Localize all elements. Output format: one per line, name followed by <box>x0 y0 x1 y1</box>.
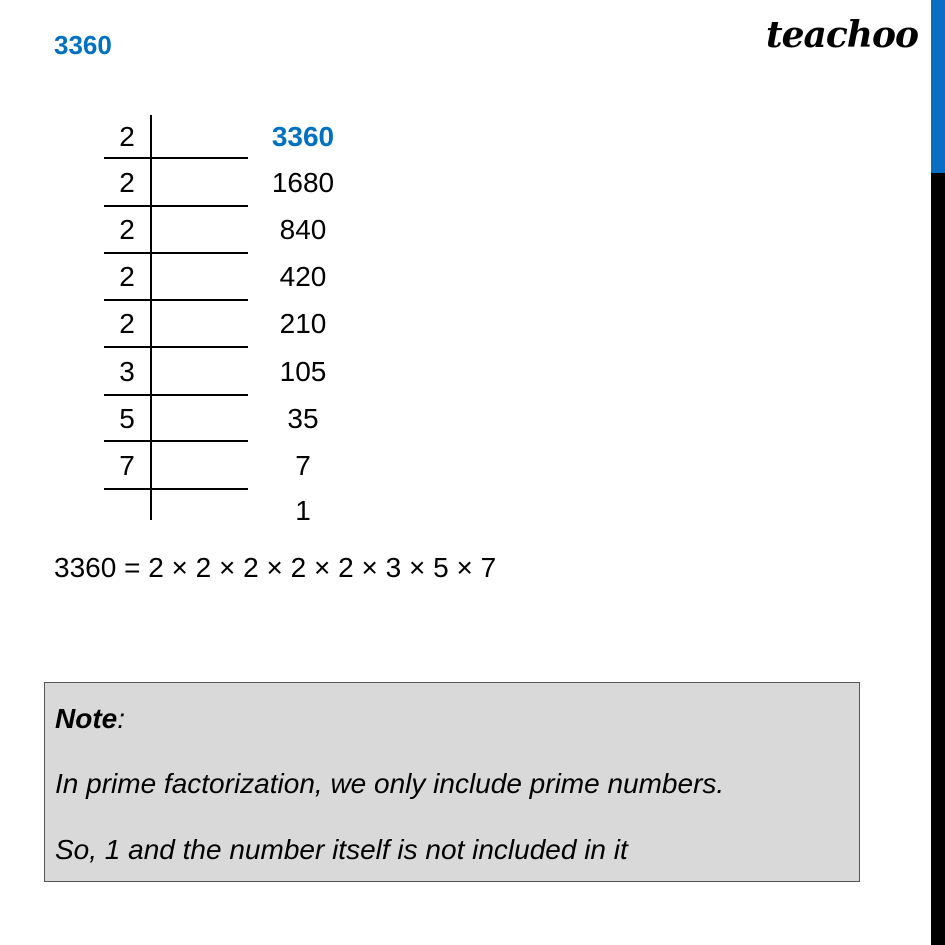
quotient: 35 <box>287 403 319 434</box>
note-colon: : <box>117 703 126 734</box>
table-row <box>104 443 311 489</box>
divisor: 2 <box>119 308 135 339</box>
note-heading-line <box>55 703 125 735</box>
quotient: 1680 <box>271 167 335 198</box>
page-title: 3360 <box>54 30 112 60</box>
divisor: 7 <box>119 450 135 481</box>
quotient: 7 <box>295 450 311 481</box>
table-row <box>104 488 311 534</box>
divisor: 2 <box>119 261 135 292</box>
note-heading: Note <box>55 703 118 734</box>
quotient: 105 <box>279 356 327 387</box>
divisor: 2 <box>119 167 135 198</box>
table-row <box>104 160 335 206</box>
scrollbar-thumb[interactable] <box>931 0 945 173</box>
factorization-equation: 3360 = 2 × 2 × 2 × 2 × 2 × 3 × 5 × 7 <box>54 552 497 583</box>
table-row <box>104 301 327 347</box>
scrollbar-track[interactable] <box>931 173 945 945</box>
table-row <box>104 254 327 300</box>
table-row <box>104 349 327 395</box>
note-box <box>44 682 860 882</box>
quotient: 840 <box>279 214 327 245</box>
divisor: 3 <box>119 356 135 387</box>
quotient: 1 <box>295 495 311 526</box>
quotient: 3360 <box>271 121 335 152</box>
divisor: 2 <box>119 121 135 152</box>
table-row <box>104 114 335 160</box>
quotient: 420 <box>279 261 327 292</box>
teachoo-logo: teachoo <box>766 14 918 56</box>
note-line-1: In prime factorization, we only include prime numbers. <box>55 768 725 799</box>
quotient: 210 <box>279 308 327 339</box>
divisor: 2 <box>119 214 135 245</box>
note-line-2: So, 1 and the number itself is not included in it <box>55 834 628 865</box>
table-row <box>104 207 327 253</box>
table-row <box>104 396 319 442</box>
divisor: 5 <box>119 403 135 434</box>
